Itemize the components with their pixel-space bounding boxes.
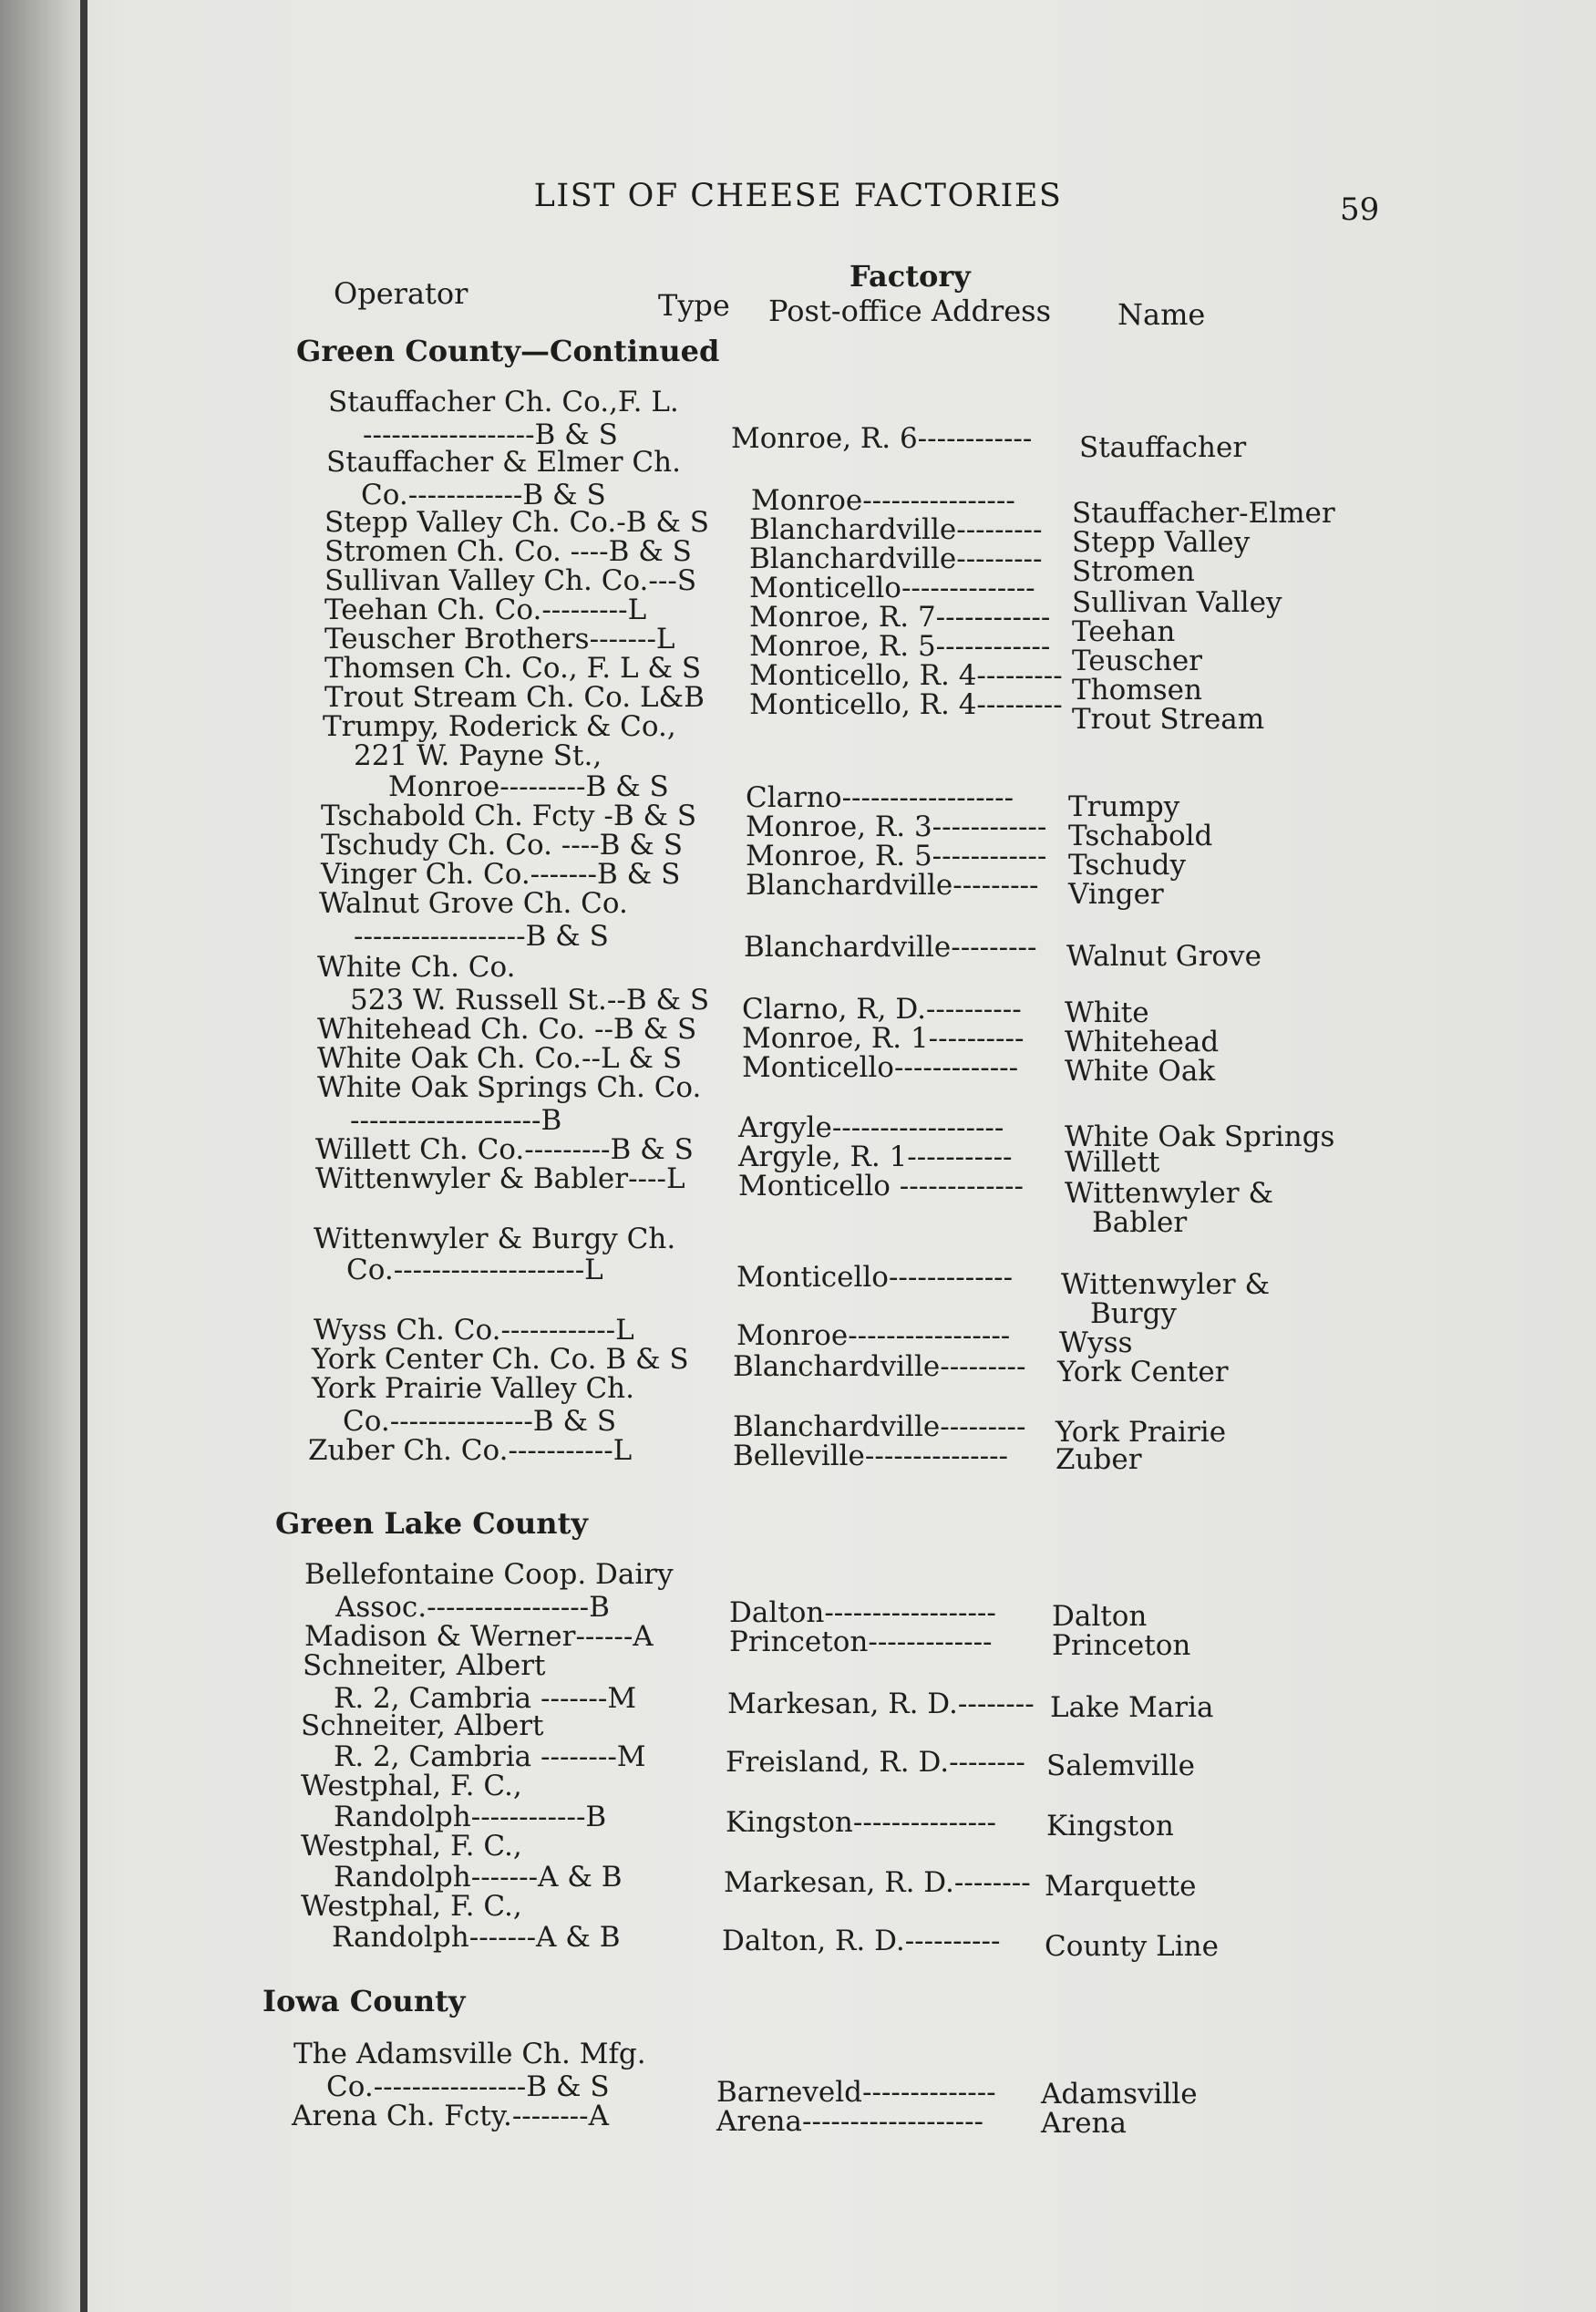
operator-line: Willett Ch. Co.---------B & S (315, 1133, 694, 1166)
column-header-factory: Factory (849, 259, 971, 294)
factory-name: Teuscher (1072, 645, 1202, 677)
factory-name: Trout Stream (1072, 703, 1265, 736)
address-line: Monroe, R. 5------------ (746, 840, 1047, 872)
address-line: Markesan, R. D.-------- (727, 1688, 1035, 1720)
address-line: Monticello-------------- (749, 572, 1035, 604)
operator-line: R. 2, Cambria -------M (334, 1682, 637, 1715)
factory-name: Whitehead (1065, 1026, 1220, 1058)
operator-line: Assoc.-----------------B (335, 1591, 610, 1624)
book-binding-shadow (0, 0, 88, 2312)
factory-name: White Oak (1065, 1055, 1216, 1088)
operator-line: Tschabold Ch. Fcty -B & S (321, 800, 697, 832)
operator-line: ------------------B & S (354, 920, 609, 953)
operator-line: Co.------------B & S (361, 479, 606, 511)
operator-line: York Prairie Valley Ch. (312, 1372, 635, 1405)
operator-line: Randolph------------B (334, 1801, 607, 1833)
factory-name: Tschudy (1068, 849, 1186, 882)
operator-line: Westphal, F. C., (301, 1770, 522, 1802)
factory-name: White (1065, 996, 1149, 1029)
factory-name: Teehan (1072, 615, 1176, 648)
operator-line: ------------------B & S (363, 418, 618, 451)
operator-line: Westphal, F. C., (301, 1890, 522, 1923)
operator-line: Teehan Ch. Co.---------L (324, 593, 647, 626)
operator-line: 523 W. Russell St.--B & S (350, 984, 710, 1017)
address-line: Blanchardville--------- (733, 1350, 1026, 1383)
address-line: Dalton------------------ (729, 1596, 996, 1629)
factory-name: Zuber (1055, 1443, 1142, 1476)
page-edge (80, 0, 88, 2312)
operator-line: The Adamsville Ch. Mfg. (293, 2038, 646, 2070)
operator-line: Schneiter, Albert (301, 1709, 544, 1742)
address-line: Princeton------------- (729, 1626, 993, 1658)
section-heading-green-lake-county: Green Lake County (275, 1506, 588, 1541)
factory-name: Stepp Valley (1072, 526, 1251, 559)
address-line: Barneveld-------------- (716, 2076, 996, 2109)
factory-name: Tschabold (1068, 820, 1213, 852)
factory-name: Salemville (1046, 1749, 1195, 1782)
factory-name: York Center (1057, 1356, 1229, 1388)
operator-line: Westphal, F. C., (301, 1830, 522, 1863)
factory-name: York Prairie (1055, 1416, 1227, 1449)
operator-line: Zuber Ch. Co.-----------L (308, 1434, 633, 1467)
column-header-name: Name (1117, 297, 1206, 332)
operator-line: Stromen Ch. Co. ----B & S (324, 535, 692, 568)
factory-name: Burgy (1090, 1297, 1177, 1330)
operator-line: Randolph-------A & B (334, 1861, 623, 1894)
operator-line: Co.---------------B & S (343, 1405, 617, 1438)
factory-name: Vinger (1068, 878, 1164, 911)
operator-line: Trumpy, Roderick & Co., (323, 710, 676, 743)
operator-line: White Oak Ch. Co.--L & S (317, 1042, 683, 1075)
address-line: Arena------------------- (716, 2105, 984, 2138)
factory-name: Kingston (1046, 1810, 1174, 1842)
address-line: Monroe, R. 6------------ (731, 422, 1033, 455)
address-line: Dalton, R. D.---------- (722, 1925, 1001, 1957)
operator-line: Whitehead Ch. Co. --B & S (317, 1013, 697, 1046)
address-line: Monticello, R. 4--------- (749, 688, 1063, 721)
operator-line: Wyss Ch. Co.------------L (314, 1314, 634, 1347)
factory-name: Walnut Grove (1066, 940, 1261, 973)
column-header-type: Type (658, 288, 730, 323)
address-line: Monroe, R. 5------------ (749, 630, 1051, 663)
address-line: Clarno, R, D.---------- (742, 993, 1022, 1026)
address-line: Monticello------------- (736, 1261, 1014, 1294)
factory-name: Arena (1041, 2107, 1127, 2140)
address-line: Argyle, R. 1----------- (738, 1141, 1013, 1173)
operator-line: Wittenwyler & Burgy Ch. (314, 1223, 676, 1255)
operator-line: Co.--------------------L (346, 1254, 603, 1286)
operator-line: Sullivan Valley Ch. Co.---S (324, 564, 697, 597)
operator-line: --------------------B (350, 1104, 562, 1137)
operator-line: Thomsen Ch. Co., F. L & S (324, 652, 702, 685)
operator-line: Monroe---------B & S (388, 770, 669, 803)
operator-line: York Center Ch. Co. B & S (312, 1343, 689, 1376)
operator-line: Wittenwyler & Babler----L (315, 1162, 685, 1195)
factory-name: Stauffacher (1079, 431, 1247, 464)
address-line: Argyle------------------ (738, 1111, 1004, 1144)
factory-name: Dalton (1052, 1600, 1148, 1633)
factory-name: Adamsville (1041, 2078, 1198, 2111)
address-line: Belleville--------------- (733, 1440, 1009, 1472)
operator-line: Randolph-------A & B (332, 1921, 621, 1954)
operator-line: R. 2, Cambria --------M (334, 1740, 646, 1773)
column-header-operator: Operator (334, 276, 469, 311)
operator-line: Trout Stream Ch. Co. L&B (324, 681, 705, 714)
operator-line: White Oak Springs Ch. Co. (317, 1071, 702, 1104)
operator-line: Co.----------------B & S (326, 2070, 610, 2103)
factory-name: Thomsen (1072, 674, 1202, 707)
operator-line: White Ch. Co. (317, 951, 516, 984)
operator-line: 221 W. Payne St., (354, 739, 602, 772)
factory-name: County Line (1045, 1930, 1219, 1963)
factory-name: Wyss (1059, 1326, 1133, 1359)
address-line: Kingston--------------- (726, 1806, 996, 1839)
operator-line: Bellefontaine Coop. Dairy (304, 1558, 674, 1591)
address-line: Monroe, R. 7------------ (749, 601, 1051, 634)
address-line: Markesan, R. D.-------- (724, 1866, 1031, 1899)
address-line: Monroe, R. 3------------ (746, 810, 1047, 843)
factory-name: Trumpy (1068, 790, 1180, 823)
operator-line: Walnut Grove Ch. Co. (319, 887, 628, 920)
operator-line: Stepp Valley Ch. Co.-B & S (324, 506, 710, 539)
operator-line: Teuscher Brothers-------L (324, 623, 675, 655)
operator-line: Tschudy Ch. Co. ----B & S (321, 829, 683, 862)
operator-line: Stauffacher Ch. Co.,F. L. (328, 386, 679, 418)
factory-name: Sullivan Valley (1072, 586, 1282, 619)
section-heading-green-county: Green County—Continued (296, 334, 720, 368)
factory-name: Wittenwyler & (1065, 1177, 1274, 1210)
address-line: Monticello, R. 4--------- (749, 659, 1063, 692)
address-line: Monroe---------------- (751, 484, 1015, 517)
address-line: Blanchardville--------- (733, 1410, 1026, 1443)
operator-line: Stauffacher & Elmer Ch. (326, 446, 681, 479)
factory-name: Princeton (1052, 1629, 1191, 1662)
operator-line: Arena Ch. Fcty.--------A (292, 2100, 610, 2132)
address-line: Monroe----------------- (736, 1319, 1011, 1352)
column-header-post-office: Post-office Address (768, 294, 1052, 328)
address-line: Freisland, R. D.-------- (726, 1746, 1025, 1779)
factory-name: Marquette (1045, 1870, 1197, 1903)
page-number: 59 (1340, 191, 1380, 228)
factory-name: Babler (1092, 1206, 1188, 1239)
factory-name: Lake Maria (1050, 1691, 1214, 1724)
operator-line: Schneiter, Albert (303, 1649, 546, 1682)
factory-name: Stromen (1072, 555, 1195, 588)
address-line: Clarno------------------ (746, 781, 1014, 814)
factory-name: Wittenwyler & (1061, 1268, 1271, 1301)
page-header-title: LIST OF CHEESE FACTORIES (533, 178, 1063, 214)
factory-name: Stauffacher-Elmer (1072, 497, 1335, 530)
address-line: Monticello------------- (742, 1051, 1019, 1084)
operator-line: Madison & Werner------A (304, 1620, 654, 1653)
factory-name: White Oak Springs (1065, 1120, 1335, 1153)
address-line: Blanchardville--------- (749, 513, 1043, 546)
address-line: Monroe, R. 1---------- (742, 1022, 1025, 1055)
address-line: Monticello ------------- (738, 1170, 1024, 1202)
factory-name: Willett (1065, 1146, 1160, 1179)
address-line: Blanchardville--------- (746, 869, 1039, 902)
operator-line: Vinger Ch. Co.-------B & S (321, 858, 681, 891)
address-line: Blanchardville--------- (744, 931, 1037, 964)
address-line: Blanchardville--------- (749, 542, 1043, 575)
section-heading-iowa-county: Iowa County (263, 1984, 466, 2018)
